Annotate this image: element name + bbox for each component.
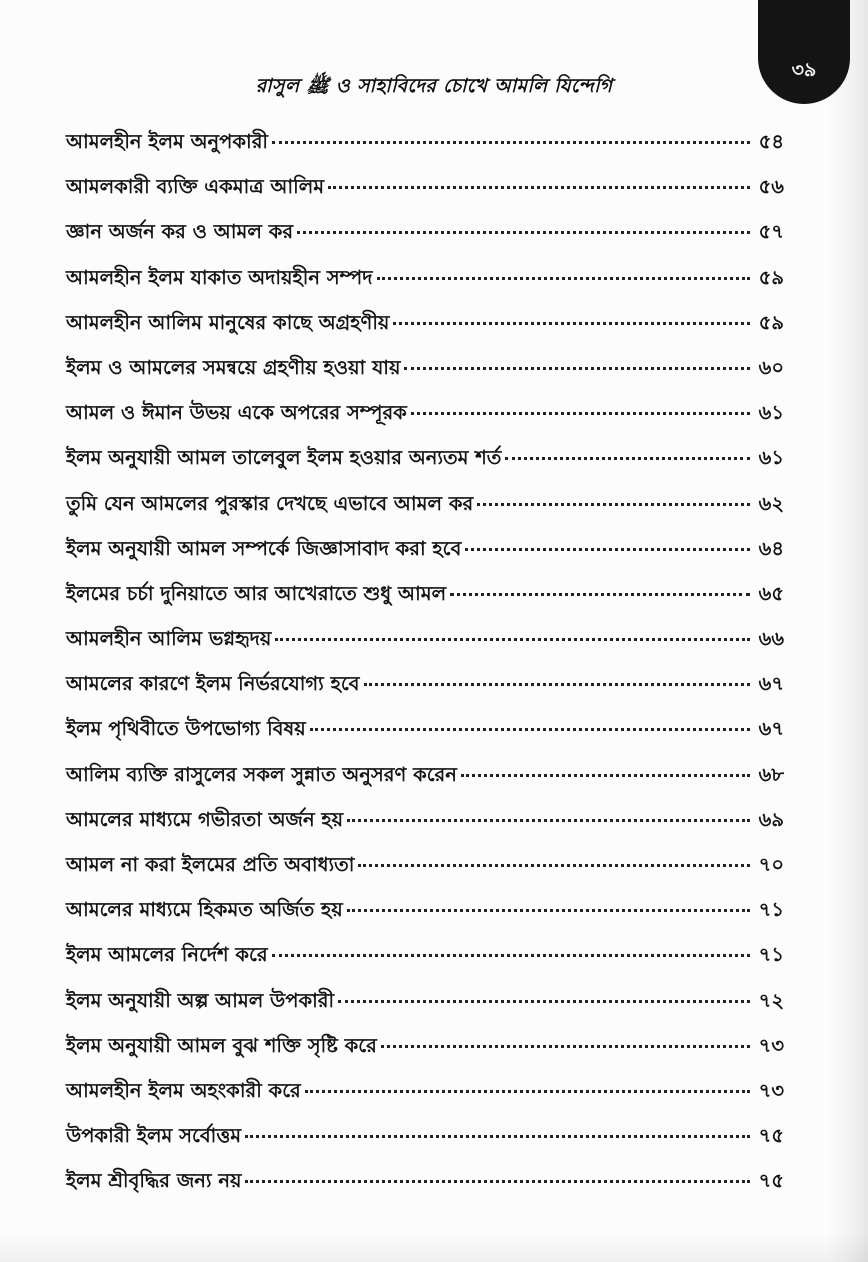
toc-entry <box>66 444 784 489</box>
toc-entry-page: ৭০ <box>758 853 784 876</box>
toc-entry-page: ৬৯ <box>758 807 784 831</box>
toc-entry <box>66 1122 784 1167</box>
toc-entry <box>66 535 784 580</box>
toc-dot-leader <box>381 1045 750 1048</box>
toc-entry-page: ৬০ <box>758 355 784 379</box>
toc-entry-title: আমলহীন ইলম যাকাত অদায়হীন সম্পদ <box>66 265 373 289</box>
toc-entry-page: ৬৭ <box>758 672 784 696</box>
toc-entry-title: আমল না করা ইলমের প্রতি অবাধ্যতা <box>66 853 355 876</box>
toc-entry-title: ইলম অনুযায়ী আমল বুঝ শক্তি সৃষ্টি করে <box>66 1033 377 1057</box>
toc-entry-title: আমলকারী ব্যক্তি একমাত্র আলিম <box>66 175 325 199</box>
toc-entry-title: তুমি যেন আমলের পুরস্কার দেখছে এভাবে আমল কর <box>66 491 474 515</box>
toc-entry-page: ৫৭ <box>758 220 784 244</box>
page-bottom-shadow <box>0 1232 868 1262</box>
toc-dot-leader <box>393 322 750 325</box>
toc-entry-title: আমলের মাধ্যমে হিকমত অর্জিত হয় <box>66 898 343 922</box>
toc-dot-leader <box>404 367 750 370</box>
toc-dot-leader <box>272 954 750 957</box>
toc-dot-leader <box>477 503 750 506</box>
toc-dot-leader <box>245 1180 750 1183</box>
toc-entry <box>66 399 784 444</box>
page-number-tab <box>758 0 850 104</box>
toc-entry-page: ৫৯ <box>758 265 784 289</box>
toc-entry <box>66 1167 784 1212</box>
toc-dot-leader <box>275 638 750 641</box>
toc-dot-leader <box>338 1000 750 1003</box>
toc-entry-title: আমলহীন আলিম ভগ্নহৃদয় <box>66 627 272 651</box>
toc-entry-title: ইলম শ্রীবৃদ্ধির জন্য নয় <box>66 1169 242 1193</box>
page-number: ৩৯ <box>791 59 817 81</box>
toc-entry-title: আমলহীন ইলম অনুপকারী <box>66 130 269 153</box>
toc-dot-leader <box>272 141 750 144</box>
toc-entry-title: আমল ও ঈমান উভয় একে অপরের সম্পূরক <box>66 401 407 425</box>
toc-entry-page: ৭৩ <box>758 1033 784 1057</box>
toc-entry <box>66 490 784 535</box>
toc-entry-page: ৭১ <box>758 898 784 922</box>
toc-entry-title: ইলম অনুযায়ী অল্প আমল উপকারী <box>66 988 335 1012</box>
toc-entry-page: ৬১ <box>758 401 784 425</box>
toc-entry <box>66 625 784 670</box>
toc-entry <box>66 264 784 309</box>
toc-dot-leader <box>411 412 750 415</box>
toc-entry-page: ৬৫ <box>758 581 784 605</box>
toc-entry-title: আলিম ব্যক্তি রাসুলের সকল সুন্নাত অনুসরণ করেন <box>66 762 457 786</box>
toc-dot-leader <box>465 548 750 551</box>
toc-entry-page: ৬৮ <box>758 762 784 786</box>
toc-dot-leader <box>297 231 750 234</box>
toc-entry <box>66 354 784 399</box>
toc-entry <box>66 173 784 218</box>
toc-entry <box>66 761 784 806</box>
page-header <box>0 0 868 110</box>
toc-dot-leader <box>347 909 750 912</box>
toc-entry-page: ৬৬ <box>758 627 784 651</box>
toc-entry-title: আমলহীন ইলম অহংকারী করে <box>66 1078 301 1102</box>
toc-entry-title: ইলম ও আমলের সমন্বয়ে গ্রহণীয় হওয়া যায় <box>66 355 401 379</box>
toc-entry <box>66 309 784 354</box>
toc-entry-page: ৭৩ <box>758 1078 784 1102</box>
toc-dot-leader <box>461 774 750 777</box>
toc-entry-page: ৭৫ <box>758 1124 784 1148</box>
table-of-contents <box>66 128 784 1213</box>
toc-entry-title: আমলের মাধ্যমে গভীরতা অর্জন হয় <box>66 807 344 831</box>
toc-dot-leader <box>377 277 751 280</box>
toc-entry-title: আমলহীন আলিম মানুষের কাছে অগ্রহণীয় <box>66 310 390 334</box>
toc-dot-leader <box>358 864 750 867</box>
toc-entry-title: ইলম অনুযায়ী আমল সম্পর্কে জিজ্ঞাসাবাদ করা হবে <box>66 536 462 560</box>
toc-entry-page: ৭২ <box>758 988 784 1012</box>
toc-entry-title: আমলের কারণে ইলম নির্ভরযোগ্য হবে <box>66 672 360 696</box>
toc-entry-page: ৫৪ <box>758 130 784 153</box>
toc-dot-leader <box>245 1135 750 1138</box>
toc-entry-page: ৫৯ <box>758 310 784 334</box>
toc-entry <box>66 1032 784 1077</box>
toc-dot-leader <box>347 819 750 822</box>
toc-entry <box>66 218 784 263</box>
toc-entry-page: ৭১ <box>758 943 784 967</box>
toc-entry <box>66 1077 784 1122</box>
toc-entry-page: ৬৭ <box>758 717 784 741</box>
toc-entry <box>66 851 784 896</box>
page-edge-shadow <box>826 0 868 1262</box>
toc-dot-leader <box>310 728 750 731</box>
toc-entry-page: ৫৬ <box>758 175 784 199</box>
toc-dot-leader <box>505 457 750 460</box>
toc-dot-leader <box>450 593 750 596</box>
toc-entry <box>66 896 784 941</box>
toc-entry <box>66 715 784 760</box>
toc-entry <box>66 941 784 986</box>
toc-dot-leader <box>328 186 750 189</box>
toc-dot-leader <box>364 683 750 686</box>
toc-entry-title: ইলম অনুযায়ী আমল তালেবুল ইলম হওয়ার অন্যতম শর্ত <box>66 446 502 470</box>
toc-entry <box>66 987 784 1032</box>
toc-dot-leader <box>305 1090 750 1093</box>
toc-entry <box>66 806 784 851</box>
toc-entry-title: ইলম পৃথিবীতে উপভোগ্য বিষয় <box>66 717 306 741</box>
toc-entry <box>66 580 784 625</box>
toc-entry-title: ইলম আমলের নির্দেশ করে <box>66 943 268 967</box>
running-title: রাসুল ﷺ ও সাহাবিদের চোখে আমলি যিন্দেগি <box>255 75 613 97</box>
toc-entry-page: ৬৪ <box>758 536 784 560</box>
toc-entry-title: ইলমের চর্চা দুনিয়াতে আর আখেরাতে শুধু আমল <box>66 581 447 605</box>
toc-entry <box>66 128 784 173</box>
toc-entry-title: জ্ঞান অর্জন কর ও আমল কর <box>66 220 294 244</box>
toc-entry-page: ৬২ <box>758 491 784 515</box>
toc-entry-page: ৬১ <box>758 446 784 470</box>
toc-entry-page: ৭৫ <box>758 1169 784 1193</box>
toc-entry-title: উপকারী ইলম সর্বোত্তম <box>66 1124 242 1148</box>
toc-entry <box>66 670 784 715</box>
